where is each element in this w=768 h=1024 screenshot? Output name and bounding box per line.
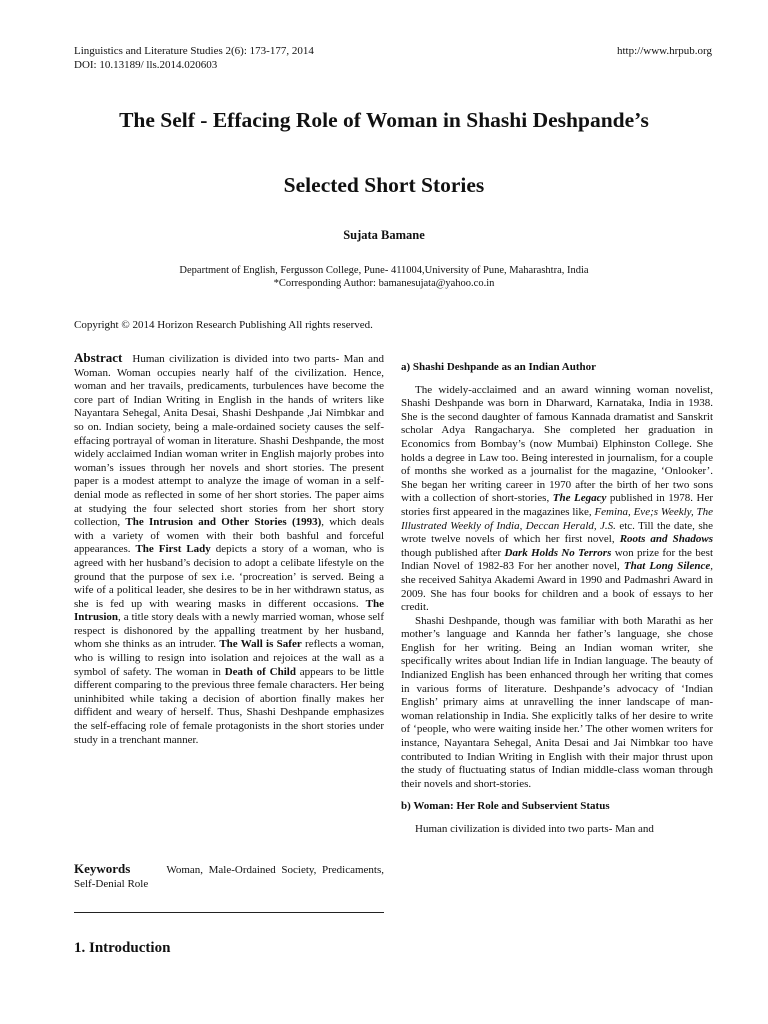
abstract-bold: Death of Child [224,665,296,678]
paragraph [401,384,713,615]
paragraph: Human civilization is divided into two parts- Man and [415,823,654,835]
subsection-heading-b: b) Woman: Her Role and Subservient Status [401,800,610,813]
keywords-label: Keywords [74,861,131,876]
abstract-label: Abstract [74,350,123,365]
abstract-bold: The Intrusion and Other Stories (1993) [125,516,322,529]
abstract-text: , which deals with a variety of women with their both bashful and forceful appearances. [74,516,385,556]
abstract-text: , a title story deals with a newly married woman, whose self respect is dishonored by the appalling treatment by her husband, whom she thinks as an intruder. [74,611,384,651]
affiliation-block [40,264,728,290]
italic-text: Femina, Eve;s Weekly, The Illustrated Weekly of India, Deccan Herald, J.S. [401,505,714,532]
abstract-text: Human civilization is divided into two parts- Man and Woman. Woman occupies nearly half of the civilization. Hence, woman and her travails, predicaments, turbulences have become the core part of Indian Writing in English in the hands of writers like Nayantara Sehegal, Anita Desai, Shashi Deshpande ,Jai Nimbkar and so on. Indian society, being a male-ordained society causes the self-effacing portrayal of woman in literature. Shashi Deshpande, the most widely acclaimed Indian woman writer in English majorly probes into woman’s issues through her novels and short stories. The present paper is a modest attempt to analyze the image of woman in a self-denial mode as reflected in some of her short stories. The paper aims at studying the four selected short stories from her short story collection, [74,353,384,529]
abstract [74,351,384,747]
keywords [74,862,384,891]
abstract-bold: The Intrusion [74,597,384,624]
paragraph-text: won prize for the best Indian Novel of 1982-83 For her another novel, [401,546,714,573]
corresponding-author: *Corresponding Author: bamanesujata@yahoo.co.in [273,278,495,289]
paragraph-text: published in 1978. Her stories first appeared in the magazines like, [401,492,714,518]
abstract-bold: The First Lady [135,543,211,556]
abstract-text: appears to be little different comparing to the previous three female characters. Her being uninhibited while taking a decision of abortion finally makes her diffident and weary of herself. Thus, Shashi Deshpande emphasizes the self-effacing role of female protagonists in the short stories under study in a trenchant manner. [74,665,385,746]
paragraph-text: The widely-acclaimed and an award winning woman novelist, Shashi Deshpande was born in Dharward, Karnataka, India in 1938. She is the second daughter of famous Kannada dramatist and Sanskrit scholar Adya Rangacharya. She completed her graduation in Economics from Bombay’s (now Mumbai) Elphinston College. She holds a degree in Law too. Being interested in journalism, for a couple of months she worked as a journalist for the magazine, ‘Onlooker’. She began her writing career in 1970 after the birth of her two sons with a collection of short-stories, [401,383,713,505]
abstract-text: depicts a story of a woman, who is agreed with her husband’s decision to adopt a celibate lifestyle on the ground that the purpose of sex i.e. ‘procreation’ is served. Being a wife of a political leader, she desires to be in her withdrawn status, as she is fed up with wearing masks in different occasions. [74,543,384,610]
copyright-notice: Copyright © 2014 Horizon Research Publishing All rights reserved. [74,319,373,331]
right-column [401,361,713,837]
journal-url[interactable]: http://www.hrpub.org [616,45,712,57]
running-header-left [74,44,314,72]
abstract-bold: The Wall is Safer [219,638,302,651]
paragraph-text: etc. Till the date, she wrote twelve novels of which her first novel, [401,519,713,546]
paper-title-line-1: The Self - Effacing Role of Woman in Shashi Deshpande’s [119,108,649,132]
section-divider [74,912,384,913]
doi[interactable]: DOI: 10.13189/ lls.2014.020603 [74,59,218,71]
affiliation: Department of English, Fergusson College, Pune- 411004,University of Pune, Maharashtra, India [179,265,589,276]
emphasis-text: Dark Holds No Terrors [504,546,612,559]
abstract-text: reflects a woman, who is willing to resign into isolation and rejoices at the wall as a symbol of safety. The woman in [74,638,384,678]
keywords-text: Woman, Male-Ordained Society, Predicaments, Self-Denial Role [74,864,384,890]
emphasis-text: That Long Silence [623,560,711,573]
emphasis-text: The Legacy [552,492,607,505]
paragraph-text: , she received Sahitya Akademi Award in 1990 and Padmashri Award in 2009. She has four books for children and a book of essays to her credit. [401,560,714,614]
paragraph: Shashi Deshpande, though was familiar with both Marathi as her mother’s language and Kannda her father’s language, she chose English for her writing. Being an Indian woman writer, she specifically writes about Indian life in Indian language. The beauty of Indianized English has been enhanced through her writing that comes in various forms of literature. Deshpande’s advocacy of ‘Indian English’ primary aims at unravelling the inner landscape of man-woman relationship in India. She explicitly talks of her desire to write of ‘people, who were waiting inside her.’ The other women writers for instance, Nayantara Sehegal, Anita Desai and Jai Nimbkar too have contributed to Indian Writing in English with their major thrust upon the study of fluctuating status of Indian middle-class woman through their novels and short-stories. [401,614,713,790]
author-name: Sujata Bamane [343,228,425,242]
paragraph-text: though published after [401,546,502,559]
paper-title-line-2: Selected Short Stories [283,173,485,197]
subsection-heading-a: a) Shashi Deshpande as an Indian Author [401,361,597,373]
journal-citation: Linguistics and Literature Studies 2(6): 173-177, 2014 [74,45,314,57]
emphasis-text: Roots and Shadows [619,533,713,546]
section-heading-introduction: 1. Introduction [74,940,171,956]
